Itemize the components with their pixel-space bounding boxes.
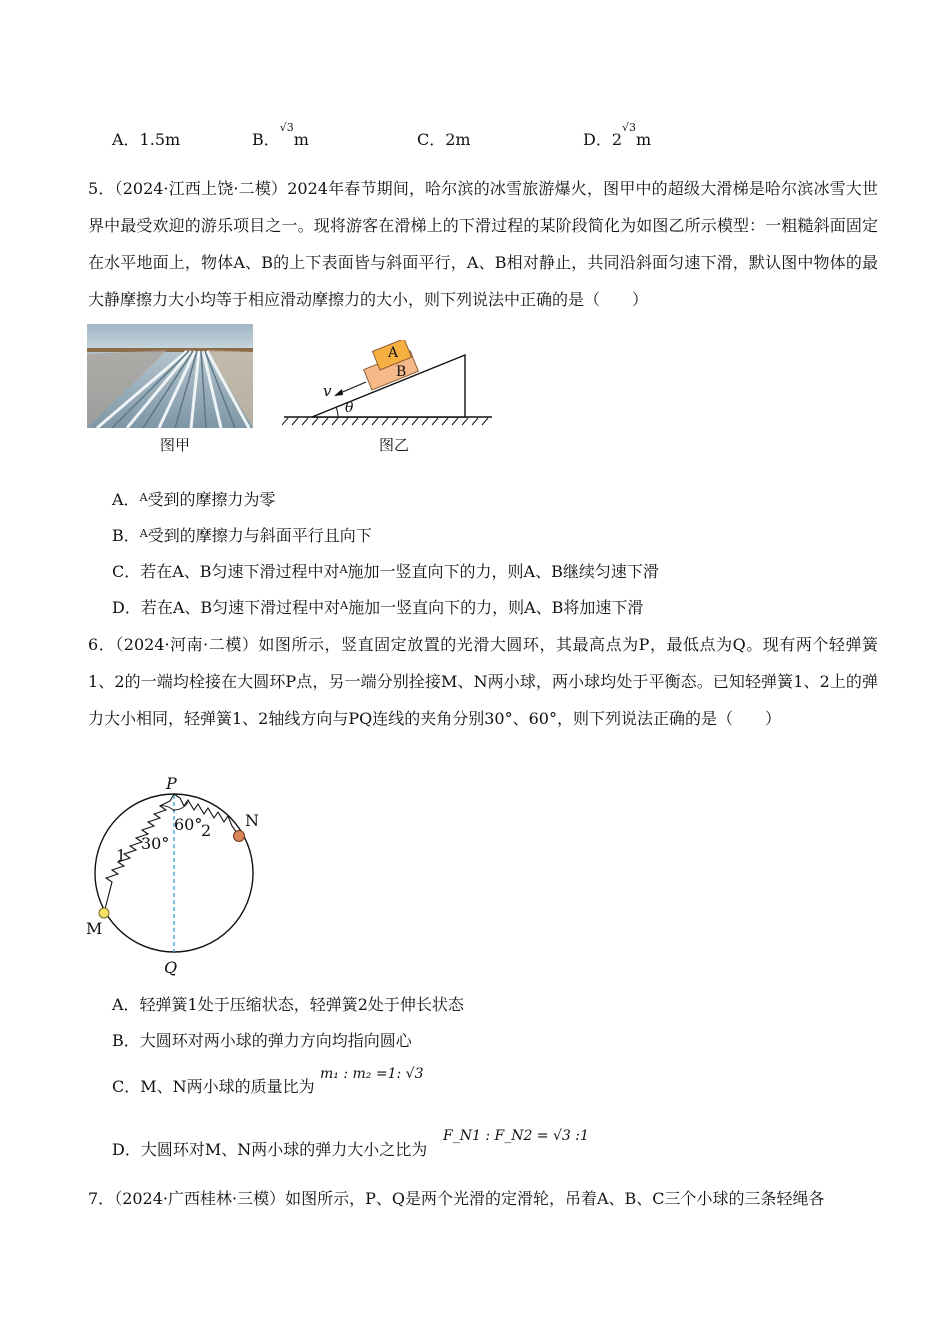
- figure-yi-caption: 图乙: [379, 436, 410, 454]
- q6-option-c: C．M、N两小球的质量比为: [112, 1077, 315, 1096]
- figure-ring-springs: [80, 770, 280, 980]
- q4-option-c: C．2m: [417, 130, 471, 149]
- question-6-text: 6．（2024·河南·二模）如图所示，竖直固定放置的光滑大圆环，其最高点为P，最低点为Q。现有两个轻弹簧1、2的一端均栓接在大圆环P点，另一端分别拴接M、N两小球，两小球均处于平衡态。已知轻弹簧1、2上的弹力大小相同，轻弹簧1、2轴线方向与PQ连线的夹角分别30°、60°，则下列说法正确的是（ ）: [88, 635, 878, 728]
- question-7-text: 7．（2024·广西桂林·三模）如图所示，P、Q是两个光滑的定滑轮，吊着A、B、C三个小球的三条轻绳各: [88, 1189, 825, 1208]
- figure-jia-photo: [87, 324, 253, 428]
- spring-2-label: 2: [201, 821, 212, 840]
- figure-jia-caption: 图甲: [160, 436, 191, 454]
- q6-option-b: B．大圆环对两小球的弹力方向均指向圆心: [112, 1031, 412, 1050]
- q5-option-b: B．$^A$受到的摩擦力与斜面平行且向下: [112, 526, 372, 545]
- q6-option-c-formula: m₁ : m₂ =1: √3: [320, 1066, 424, 1082]
- q5-option-c: C．若在A、B匀速下滑过程中对$^A$施加一竖直向下的力，则A、B继续匀速下滑: [112, 562, 659, 581]
- angle-30-label: 30°: [141, 834, 170, 853]
- block-a-label: A: [388, 345, 399, 361]
- q4-option-b: B．$^{√3}$m: [252, 121, 309, 149]
- q4-option-d: D．$2^{√3}m$: [583, 121, 652, 149]
- velocity-label: v: [323, 382, 332, 400]
- question-5-text: 5．（2024·江西上饶·二模）2024年春节期间，哈尔滨的冰雪旅游爆火，图甲中的超级大滑梯是哈尔滨冰雪大世界中最受欢迎的游乐项目之一。现将游客在滑梯上的下滑过程的某阶段简化为如图乙所示模型：一粗糙斜面固定在水平地面上，物体A、B的上下表面皆与斜面平行，A、B相对静止，共同沿斜面匀速下滑，默认图中物体的最大静摩擦力大小均等于相应滑动摩擦力的大小，则下列说法中正确的是（ ）: [88, 179, 878, 309]
- q5-option-d: D．若在A、B匀速下滑过程中对$^A$施加一竖直向下的力，则A、B将加速下滑: [112, 598, 644, 617]
- spring-1-label: 1: [116, 846, 127, 865]
- q6-option-a: A．轻弹簧1处于压缩状态，轻弹簧2处于伸长状态: [112, 995, 464, 1014]
- theta-label: θ: [345, 400, 354, 416]
- point-p-label: P: [166, 774, 177, 793]
- point-q-label: Q: [164, 958, 178, 977]
- q4-option-a: A．1.5m: [112, 130, 181, 149]
- block-b-label: B: [396, 364, 407, 380]
- ball-n-label: N: [245, 811, 259, 830]
- q6-option-d: D．大圆环对M、N两小球的弹力大小之比为: [112, 1140, 428, 1159]
- q5-option-a: A．$^A$受到的摩擦力为零: [112, 490, 276, 509]
- angle-60-label: 60°: [174, 815, 203, 834]
- ball-m-label: M: [86, 919, 103, 938]
- q6-option-d-formula: F_N1 : F_N2 = √3 :1: [443, 1128, 589, 1144]
